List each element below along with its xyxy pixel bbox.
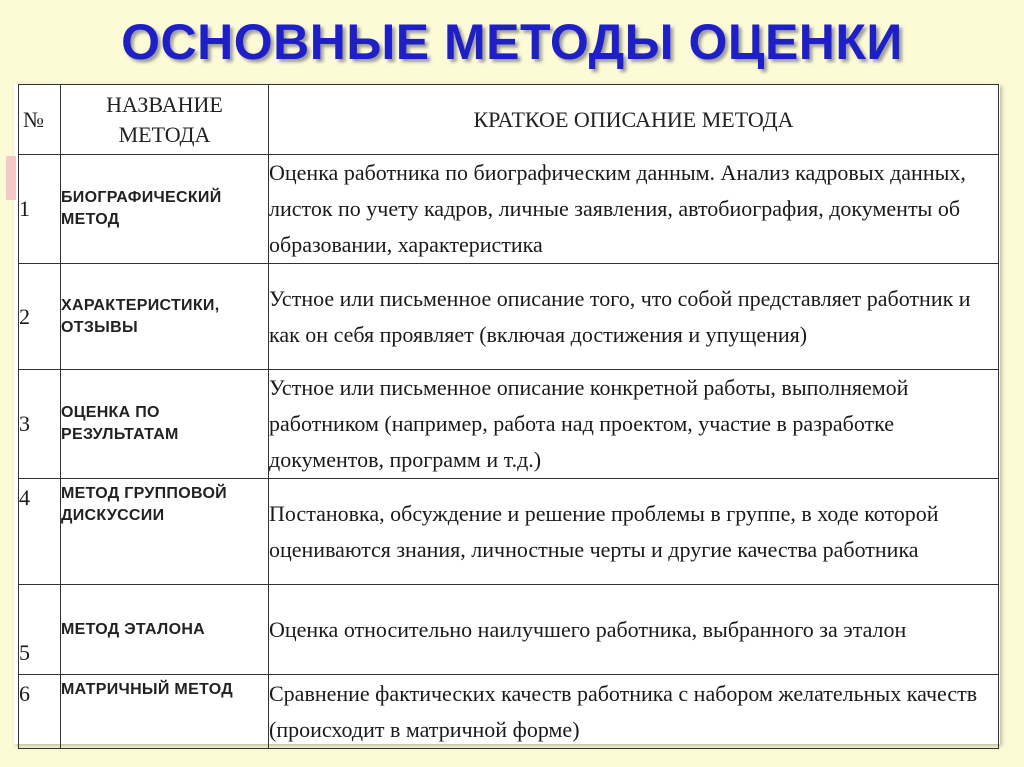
table-row xyxy=(19,370,999,479)
row-method-desc: Устное или письменное описание конкретной работы, выполняемой работником (например, работа над проектом, участие в разработке документов, программ и т.д.) xyxy=(269,370,999,479)
methods-table xyxy=(18,84,999,749)
row-method-name: МЕТОД ЭТАЛОНА xyxy=(61,585,269,675)
row-method-desc: Сравнение фактических качеств работника с набором желательных качеств (происходит в матричной форме) xyxy=(269,675,999,749)
table-header-row xyxy=(19,85,999,155)
row-method-desc: Постановка, обсуждение и решение проблемы в группе, в ходе которой оцениваются знания, личностные черты и другие качества работника xyxy=(269,479,999,585)
decorative-strip xyxy=(6,156,16,200)
row-method-name: ОЦЕНКА ПО РЕЗУЛЬТАТАМ xyxy=(61,370,269,479)
row-num: 6 xyxy=(19,675,61,749)
row-method-name: БИОГРАФИЧЕСКИЙ МЕТОД xyxy=(61,155,269,264)
row-num: 1 xyxy=(19,155,61,264)
header-name: НАЗВАНИЕ МЕТОДА xyxy=(61,85,269,155)
table-row xyxy=(19,675,999,749)
page-title: ОСНОВНЫЕ МЕТОДЫ ОЦЕНКИ xyxy=(121,14,903,70)
row-method-name: ХАРАКТЕРИСТИКИ, ОТЗЫВЫ xyxy=(61,264,269,370)
row-num: 5 xyxy=(19,585,61,675)
row-method-desc: Оценка работника по биографическим данным. Анализ кадровых данных, листок по учету кадров, личные заявления, автобиография, документы об образовании, характеристика xyxy=(269,155,999,264)
row-num: 3 xyxy=(19,370,61,479)
row-method-desc: Устное или письменное описание того, что собой представляет работник и как он себя проявляет (включая достижения и упущения) xyxy=(269,264,999,370)
header-num: № xyxy=(19,85,61,155)
row-method-name: МАТРИЧНЫЙ МЕТОД xyxy=(61,675,269,749)
table-row xyxy=(19,479,999,585)
table-row xyxy=(19,585,999,675)
header-desc: КРАТКОЕ ОПИСАНИЕ МЕТОДА xyxy=(269,85,999,155)
row-method-desc: Оценка относительно наилучшего работника, выбранного за эталон xyxy=(269,585,999,675)
row-method-name: МЕТОД ГРУППОВОЙ ДИСКУССИИ xyxy=(61,479,269,585)
row-num: 2 xyxy=(19,264,61,370)
row-num: 4 xyxy=(19,479,61,585)
table-row xyxy=(19,264,999,370)
table-row xyxy=(19,155,999,264)
